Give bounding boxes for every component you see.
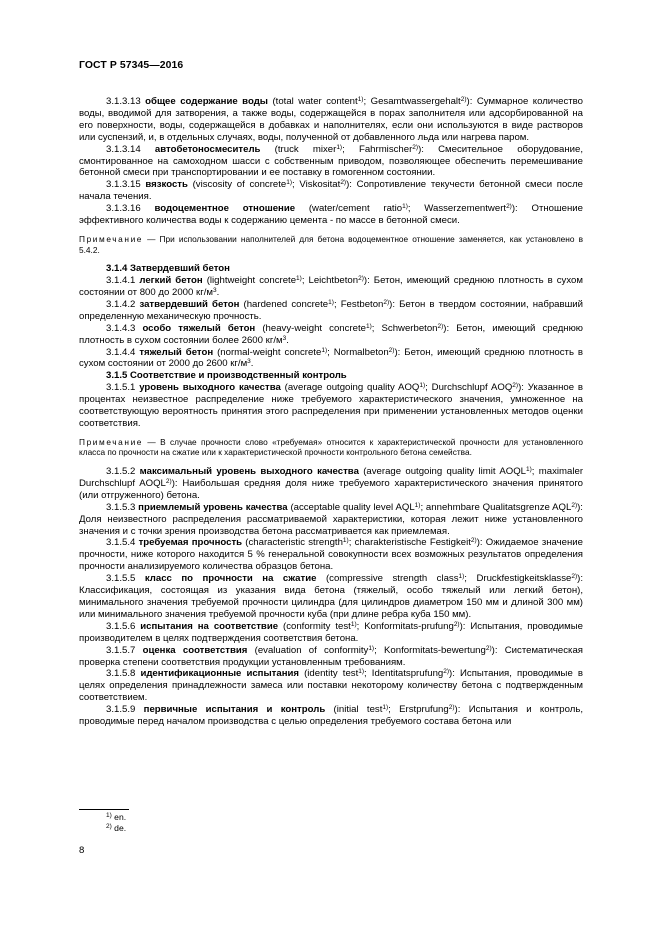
- paragraph-3-1-3-14: 3.1.3.14 автобетоносмеситель (truck mixer$^{1)}$; Fahrmischer$^{2)}$): Смесительное оборудование, смонтированное на самоходном шасси с собственным приводом, позволяющее обеспечить перемешивание бетонной смеси при транспортировании и ее поставку в гомогенном состоянии.: [79, 143, 584, 179]
- paragraph-3-1-4-4: 3.1.4.4 тяжелый бетон (normal-weight concrete$^{1)}$; Normalbeton$^{2)}$): Бетон, имеющий среднюю плотность в сухом состоянии от 2000 до 2600 $кг/м^3$.: [79, 346, 583, 370]
- paragraph-3-1-4-3: 3.1.4.3 особо тяжелый бетон (heavy-weight concrete$^{1)}$; Schwerbeton$^{2)}$): Бетон, имеющий среднюю плотность в сухом состоянии более 2600 $кг/м^3$.: [79, 322, 583, 346]
- document-body: [79, 96, 583, 728]
- term: вязкость: [145, 179, 188, 191]
- paragraph-3-1-3-15: 3.1.3.15 вязкость (viscosity of concrete$^{1)}$; Viskositat$^{2)}$): Сопротивление текучести бетонной смеси после начала течения.: [79, 179, 584, 203]
- paragraph-3-1-3-16: 3.1.3.16 водоцементное отношение (water/cement ratio$^{1)}$; Wasserzementwert$^{2)}$): Отношение эффективного количества воды к содержанию цемента - по массе в бетонной смеси.: [79, 203, 583, 227]
- paragraph-3-1-5-1: 3.1.5.1 уровень выходного качества (average outgoing quality AOQ$^{1)}$; Durchschlupf AOQ$^{2)}$): Указанное в процентах неизвестное распределение ниже требуемого характеристического значения, умноженное на соответствующую вероятность принятия этого распределения при применении установленных методов оценки соответствия.: [79, 382, 583, 429]
- paragraph-3-1-5-6: 3.1.5.6 испытания на соответствие (conformity test$^{1)}$; Konformitats-prufung$^{2)}$): Испытания, проводимые производителем в целях подтверждения соответствия бетона.: [79, 620, 583, 644]
- term: идентификационные испытания: [140, 668, 299, 680]
- term: автобетоносмеситель: [154, 143, 261, 155]
- term: первичные испытания и контроль: [143, 704, 326, 716]
- paragraph-3-1-5-4: 3.1.5.4 требуемая прочность (characteristic strength$^{1)}$; charakteristische Festigkeit$^{2)}$): Ожидаемое значение прочности, ниже которого находится 5 % генеральной совокупности всех возможных результатов определения прочности анализируемого количества образцов бетона.: [79, 537, 583, 573]
- section-heading-3-1-5: 3.1.5 Соответствие и производственный контроль: [106, 370, 347, 382]
- term: уровень выходного качества: [139, 382, 281, 394]
- note-label: Примечание: [79, 233, 144, 244]
- paragraph-3-1-5-3: 3.1.5.3 приемлемый уровень качества (acceptable quality level AQL$^{1)}$; annehmbare Qualitatsgrenze AQL$^{2)}$): Доля неизвестного распределения рассматриваемой характеристики, которая лежит ниже установленного значения и с точки зрения производства бетона рассматривается как приемлемая.: [79, 501, 583, 537]
- paragraph-3-1-3-13: 3.1.3.13 общее содержание воды (total water content$^{1)}$; Gesamtwassergehalt$^{2)}$): Суммарное количество воды, вводимой для затворения, а также воды, содержащейся в порах заполнителя или адсорбированной на его поверхности, воды, содержащейся в добавках и наполнителях, если они используются в виде растворов или суспензий, и, в отдельных случаях, воды, полученной от добавленного льда или нагрева паром.: [79, 96, 584, 143]
- term: оценка соответствия: [142, 644, 248, 656]
- paragraph-3-1-5-8: 3.1.5.8 идентификационные испытания (identity test$^{1)}$; Identitatsprufung$^{2)}$): Испытания, проводимые в целях определения принадлежности замеса или поставки некоторому количеству бетона с подтвержденным соответствием.: [79, 668, 583, 704]
- term: затвердевший бетон: [139, 298, 240, 310]
- term: легкий бетон: [139, 275, 203, 287]
- term: требуемая прочность: [138, 537, 243, 549]
- section-heading-3-1-4: 3.1.4 Затвердевший бетон: [106, 263, 230, 275]
- term: тяжелый бетон: [139, 346, 214, 358]
- paragraph-3-1-5-9: 3.1.5.9 первичные испытания и контроль (initial test$^{1)}$; Erstprufung$^{2)}$): Испытания и контроль, проводимые перед началом производства с целью определения требуемого состава бетона или: [79, 704, 583, 728]
- footnote-1: $^{1)}$ en.: [106, 812, 127, 822]
- term: водоцементное отношение: [154, 203, 296, 215]
- footnote-divider: [79, 809, 129, 810]
- term: класс по прочности на сжатие: [144, 573, 317, 585]
- paragraph-3-1-4-1: 3.1.4.1 легкий бетон (lightweight concrete$^{1)}$; Leichtbeton$^{2)}$): Бетон, имеющий среднюю плотность в сухом состоянии от 800 до 2000 $кг/м^3$.: [79, 275, 583, 298]
- term: особо тяжелый бетон: [142, 322, 256, 334]
- note-required-strength: Примечание — В случае прочности слово «требуемая» относится к характеристической прочности для установленного класса по прочности на сжатие или к характеристической прочности контрольного бетона семейства.: [79, 436, 583, 458]
- footnote-2: $^{2)}$ de.: [106, 823, 127, 833]
- paragraph-3-1-4-2: 3.1.4.2 затвердевший бетон (hardened concrete$^{1)}$; Festbeton$^{2)}$): Бетон в твердом состоянии, набравший определенную механическую прочность.: [79, 298, 584, 322]
- paragraph-3-1-5-5: 3.1.5.5 класс по прочности на сжатие (compressive strength class$^{1)}$; Druckfestigkeitsklasse$^{2)}$): Классификация, состоящая из указания вида бетона (тяжелый, особо тяжелый или легкий бетон), минимального значения требуемой прочности цилиндра (для цилиндров диаметром 150 мм и длиной 300 мм) или минимального значения требуемой прочности куба (при длине ребра куба 150 мм).: [79, 573, 584, 620]
- term: приемлемый уровень качества: [138, 501, 288, 513]
- page-number: 8: [79, 845, 85, 856]
- note-water-cement: Примечание — При использовании наполнителей для бетона водоцементное отношение заменяется, как установлено в 5.4.2.: [79, 233, 583, 255]
- paragraph-3-1-5-2: 3.1.5.2 максимальный уровень выходного качества (average outgoing quality limit AOQL$^{1)}$; maximaler Durchschlupf AOQL$^{2)}$): Наибольшая средняя доля ниже требуемого характеристического значения принятого (или отгруженного) бетона.: [79, 466, 584, 501]
- paragraph-3-1-5-7: 3.1.5.7 оценка соответствия (evaluation of conformity$^{1)}$; Konformitats-bewertung$^{2)}$): Систематическая проверка степени соответствия продукции установленным требованиям.: [79, 644, 583, 668]
- term: максимальный уровень выходного качества: [139, 466, 359, 478]
- term: общее содержание воды: [145, 96, 268, 107]
- note-label: Примечание: [79, 436, 144, 447]
- term: испытания на соответствие: [140, 620, 279, 632]
- document-header: ГОСТ Р 57345—2016: [79, 60, 184, 71]
